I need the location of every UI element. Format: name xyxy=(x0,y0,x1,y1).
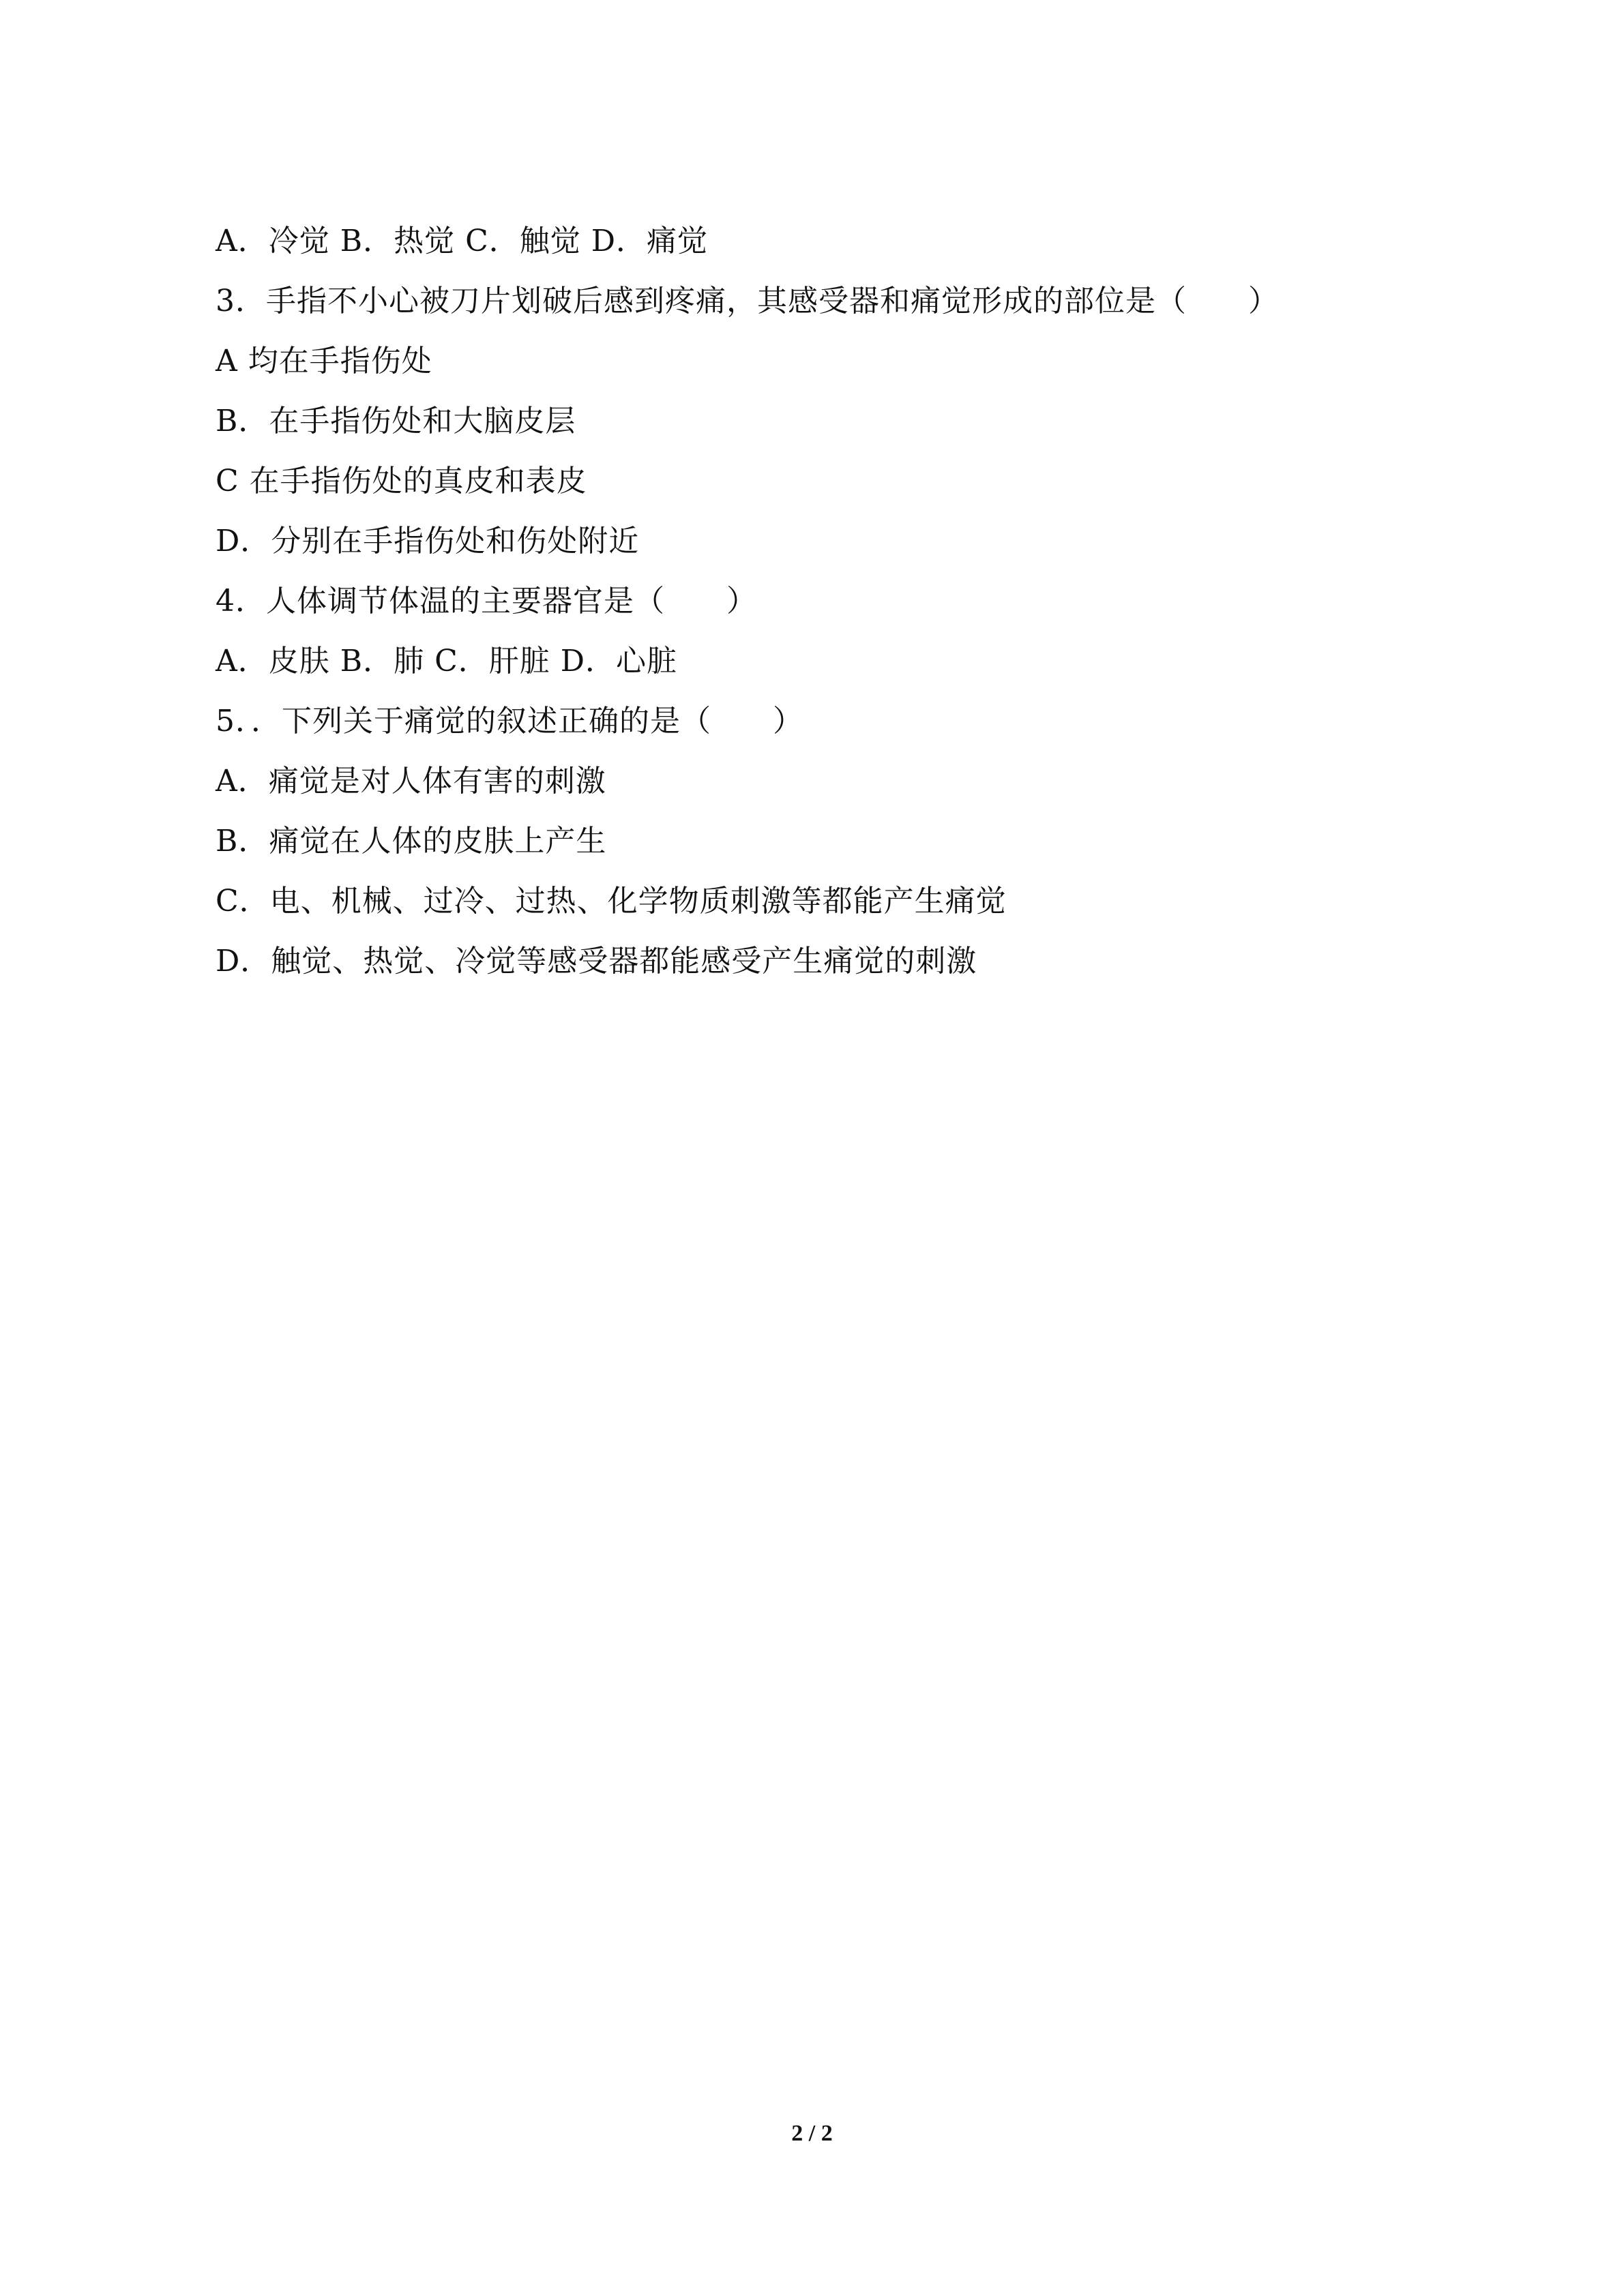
q3-option-a: A 均在手指伤处 xyxy=(216,344,432,378)
q5-option-b: B．痛觉在人体的皮肤上产生 xyxy=(216,824,607,859)
q2-options: A．冷觉 B．热觉 C．触觉 D．痛觉 xyxy=(216,224,709,258)
q3-stem: 3．手指不小心被刀片划破后感到疼痛，其感受器和痛觉形成的部位是（ ） xyxy=(216,284,1279,318)
q5-option-a: A．痛觉是对人体有害的刺激 xyxy=(216,764,606,799)
q3-option-b: B．在手指伤处和大脑皮层 xyxy=(216,404,576,438)
page-number: 2 / 2 xyxy=(791,2121,833,2146)
q5-option-c: C．电、机械、过冷、过热、化学物质刺激等都能产生痛觉 xyxy=(216,884,1007,919)
q5-option-d: D．触觉、热觉、冷觉等感受器都能感受产生痛觉的刺激 xyxy=(216,944,977,979)
q3-option-c: C 在手指伤处的真皮和表皮 xyxy=(216,464,587,498)
question-content xyxy=(216,211,1416,992)
q4-options: A．皮肤 B．肺 C．肝脏 D．心脏 xyxy=(216,644,678,679)
q3-option-d: D．分别在手指伤处和伤处附近 xyxy=(216,524,640,558)
q4-stem: 4．人体调节体温的主要器官是（ ） xyxy=(216,584,757,618)
q5-stem: 5．．下列关于痛觉的叙述正确的是（ ） xyxy=(216,704,803,739)
